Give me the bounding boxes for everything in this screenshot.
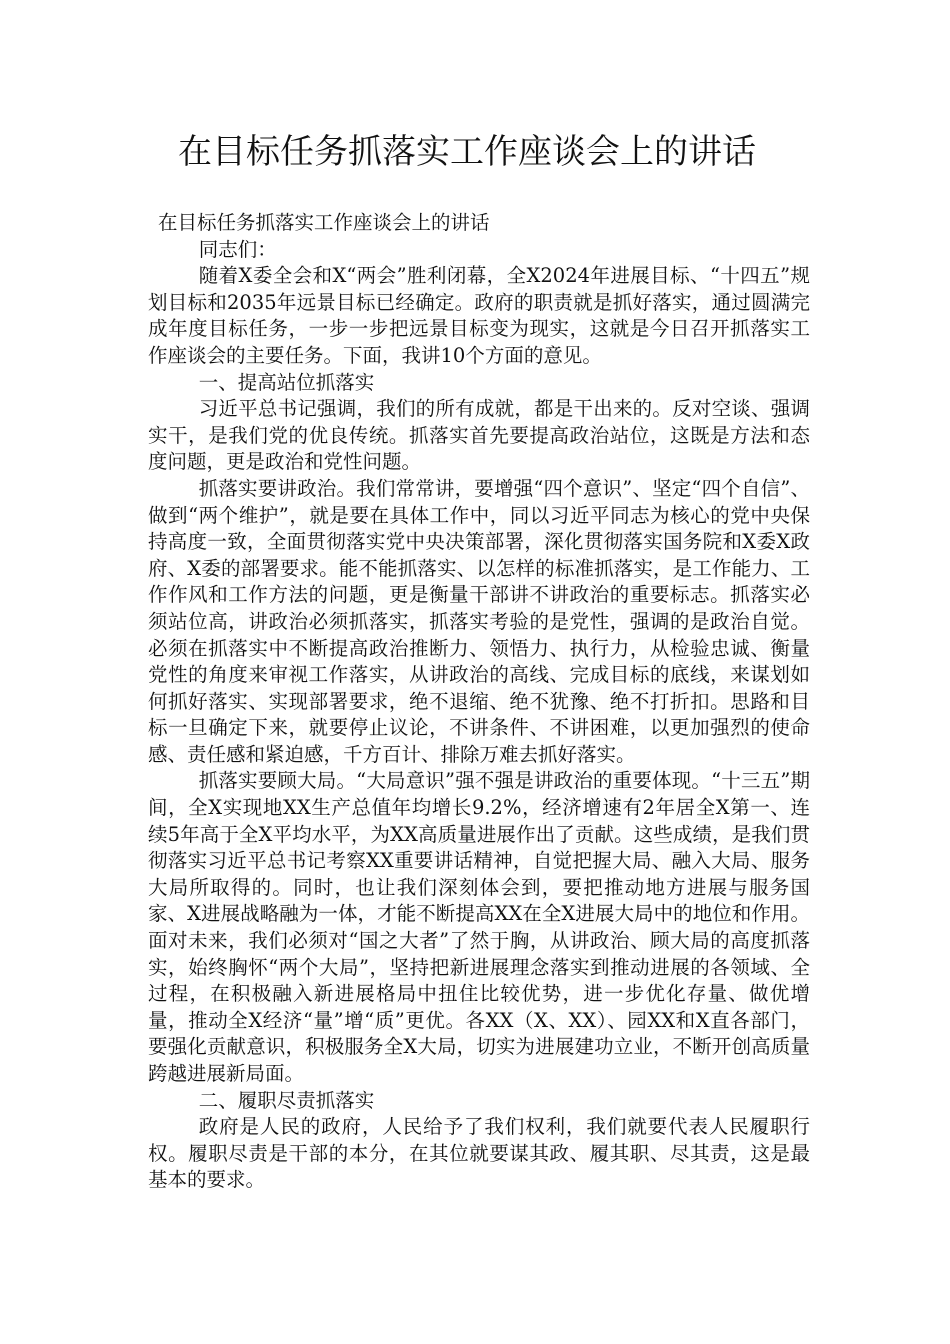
body-subtitle: 在目标任务抓落实工作座谈会上的讲话 — [158, 211, 490, 234]
section-heading: 一、提高站位抓落实 — [198, 370, 375, 394]
section-heading: 二、履职尽责抓落实 — [198, 1088, 375, 1112]
paragraph: 政府是人民的政府，人民给予了我们权利，我们就要代表人民履职行权。履职尽责是干部的本分，在其位就要谋其政、履其职、尽其责，这是最基本的要求。 — [148, 1115, 810, 1192]
paragraph: 习近平总书记强调，我们的所有成就，都是干出来的。反对空谈、强调实干，是我们党的优良传统。抓落实首先要提高政治站位，这既是方法和态度问题，更是政治和党性问题。 — [148, 397, 810, 474]
salutation: 同志们： — [198, 237, 277, 261]
document-body — [148, 210, 810, 1194]
paragraph: 抓落实要讲政治。我们常常讲，要增强“四个意识”、坚定“四个自信”、做到“两个维护”，就是要在具体工作中，同以习近平同志为核心的党中央保持高度一致，全面贯彻落实党中央决策部署，深化贯彻落实国务院和X委X政府、X委的部署要求。能不能抓落实、以怎样的标准抓落实，是工作能力、工作作风和工作方法的问题，更是衡量干部讲不讲政治的重要标志。抓落实必须站位高，讲政治必须抓落实，抓落实考验的是党性，强调的是政治自觉。必须在抓落实中不断提高政治推断力、领悟力、执行力，从检验忠诚、衡量党性的角度来审视工作落实，从讲政治的高线、完成目标的底线，来谋划如何抓好落实、实现部署要求，绝不退缩、绝不犹豫、绝不打折扣。思路和目标一旦确定下来，就要停止议论，不讲条件、不讲困难，以更加强烈的使命感、责任感和紧迫感，千方百计、排除万难去抓好落实。 — [148, 476, 810, 766]
paragraph: 随着X委全会和X“两会”胜利闭幕，全X2024年进展目标、“十四五”规划目标和2035年远景目标已经确定。政府的职责就是抓好落实，通过圆满完成年度目标任务，一步一步把远景目标变为现实，这就是今日召开抓落实工作座谈会的主要任务。下面，我讲10个方面的意见。 — [148, 264, 810, 367]
paragraph: 抓落实要顾大局。“大局意识”强不强是讲政治的重要体现。“十三五”期间，全X实现地XX生产总值年均增长9.2%，经济增速有2年居全X第一、连续5年高于全X平均水平，为XX高质量进展作出了贡献。这些成绩，是我们贯彻落实习近平总书记考察XX重要讲话精神，自觉把握大局、融入大局、服务大局所取得的。同时，也让我们深刻体会到，要把推动地方进展与服务国家、X进展战略融为一体，才能不断提高XX在全X进展大局中的地位和作用。面对未来，我们必须对“国之大者”了然于胸，从讲政治、顾大局的高度抓落实，始终胸怀“两个大局”，坚持把新进展理念落实到推动进展的各领域、全过程，在积极融入新进展格局中扭住比较优势，进一步优化存量、做优增量，推动全X经济“量”增“质”更优。各XX（X、XX）、园XX和X直各部门，要强化贡献意识，积极服务全X大局，切实为进展建功立业，不断开创高质量跨越进展新局面。 — [148, 769, 810, 1085]
document-title: 在目标任务抓落实工作座谈会上的讲话 — [178, 132, 756, 172]
